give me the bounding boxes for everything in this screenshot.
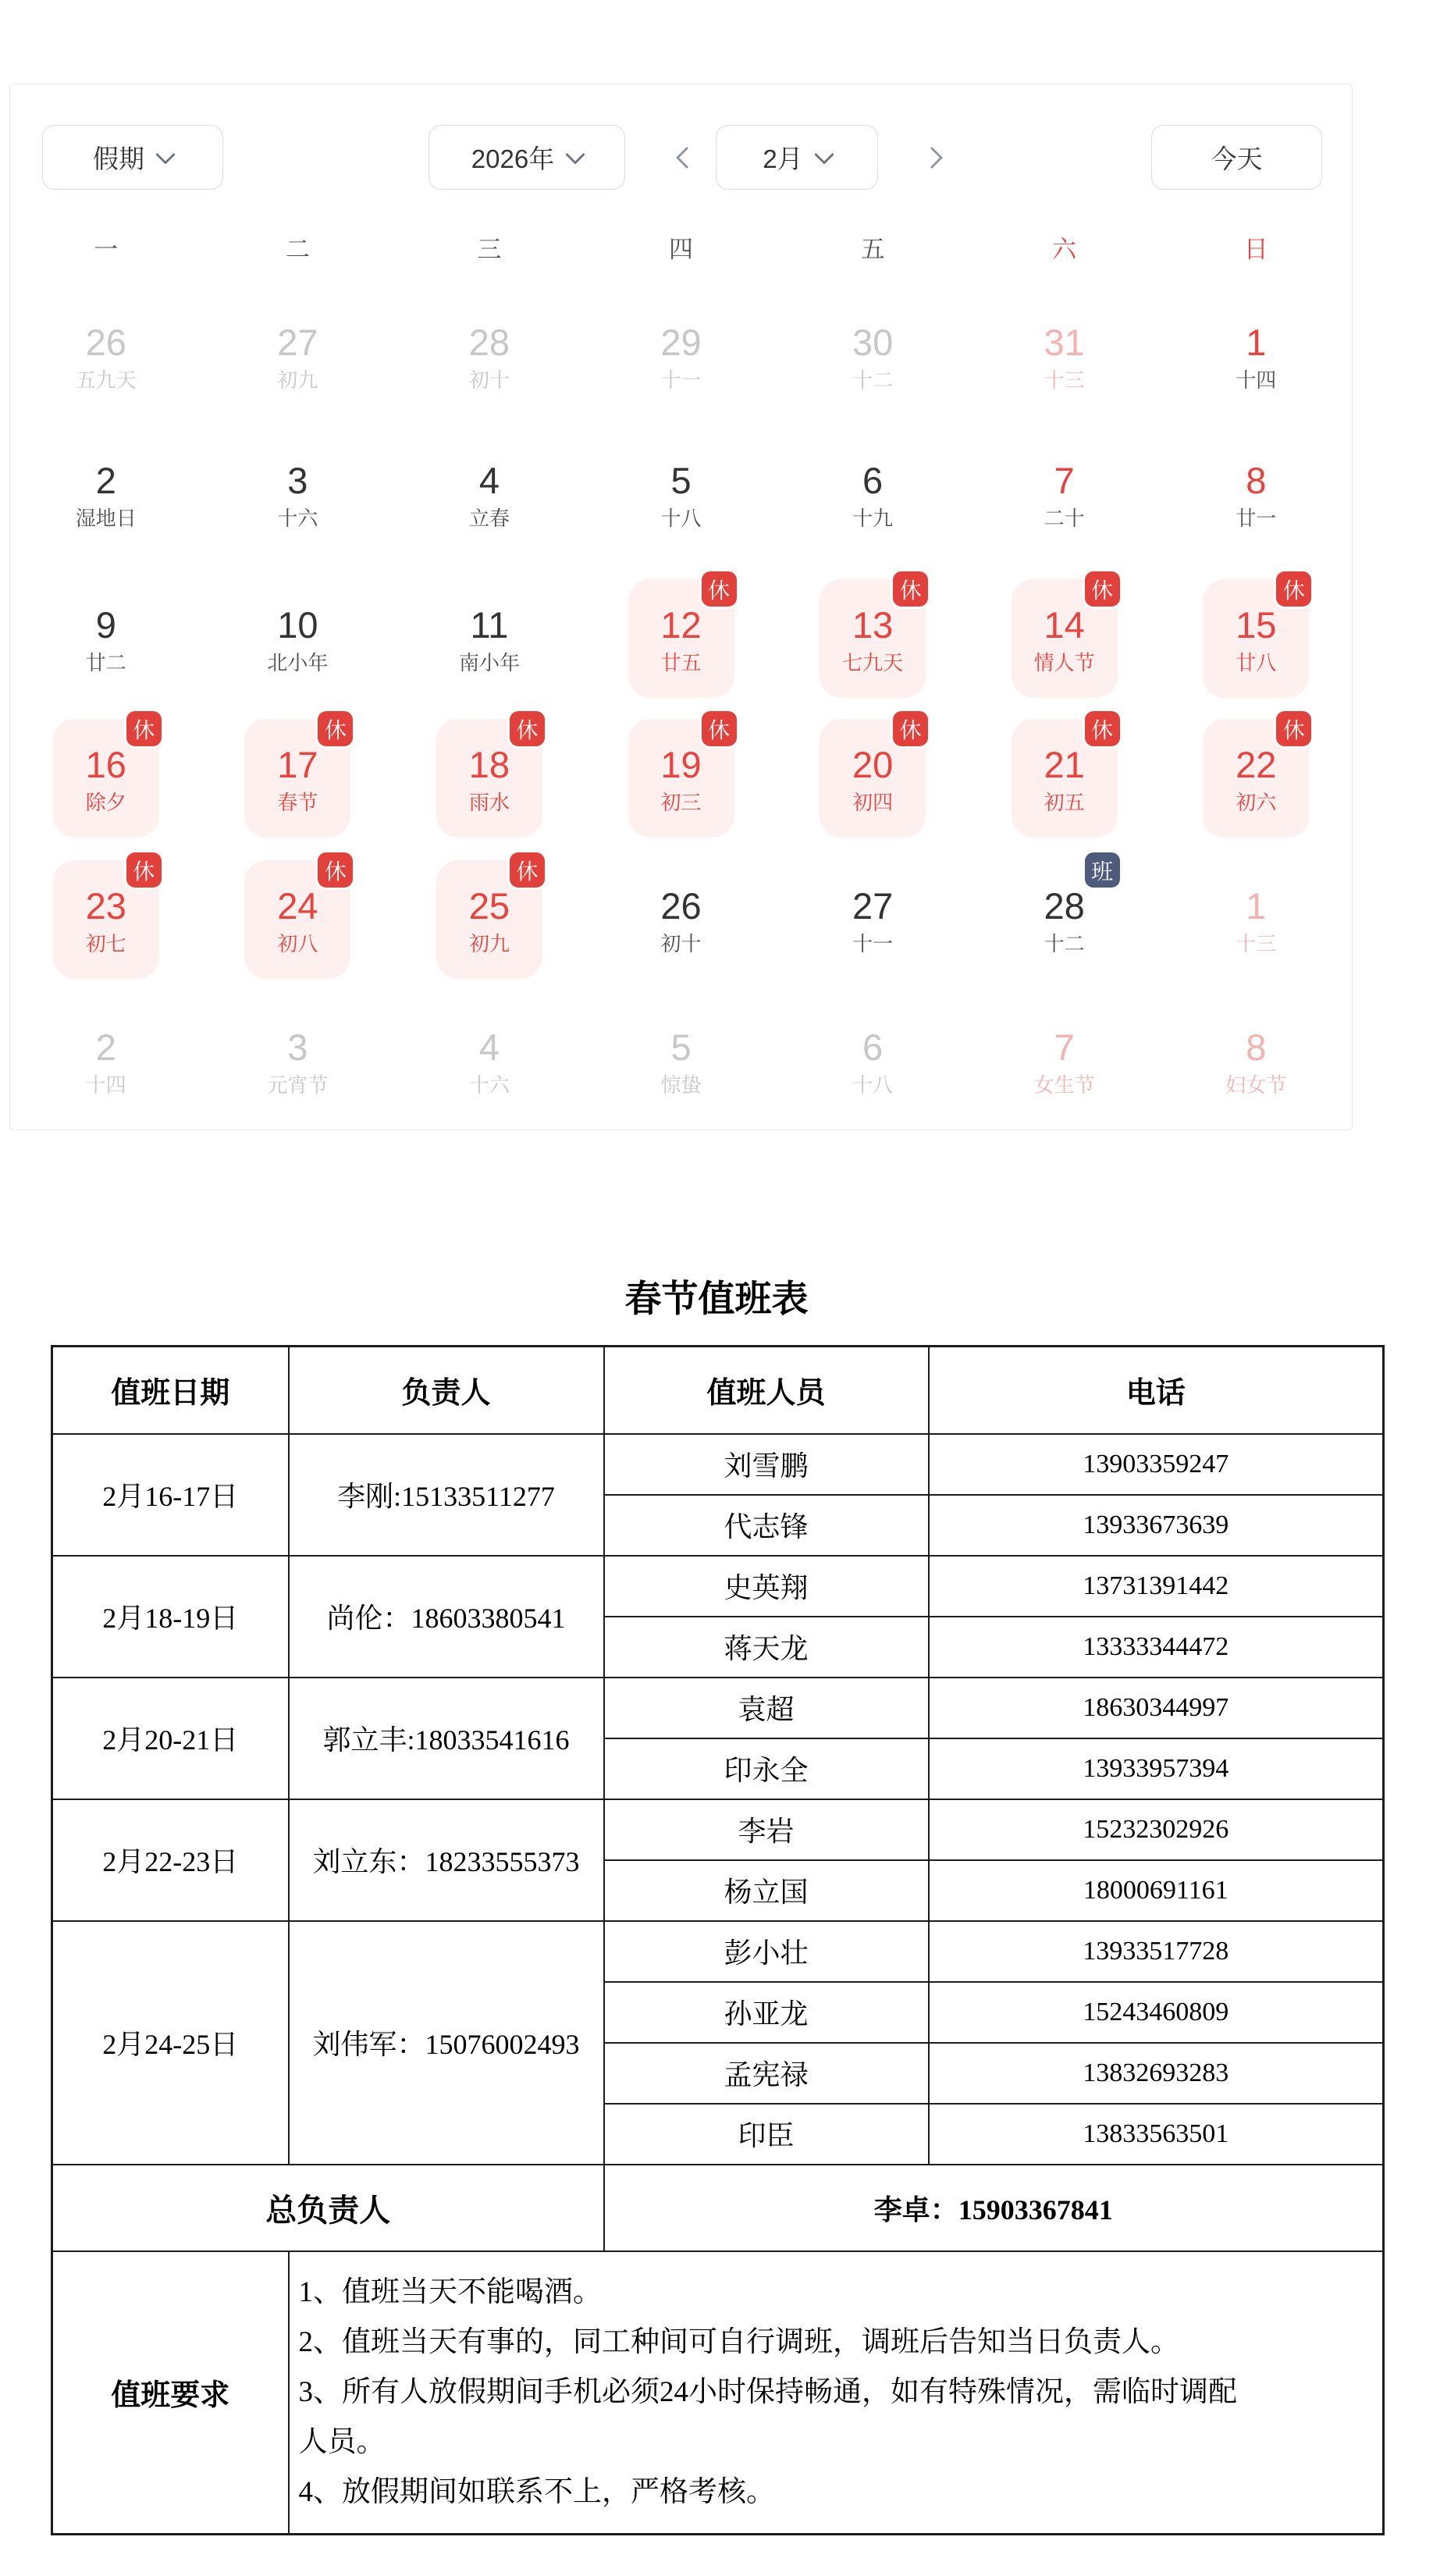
day-cell[interactable]: [393, 860, 585, 979]
leader-cell: 尚伦：18603380541: [289, 1556, 604, 1678]
table-row: [52, 1921, 1384, 1982]
day-number: 28: [468, 321, 510, 363]
day-cell[interactable]: [777, 719, 969, 838]
day-label: 五九天: [75, 368, 137, 392]
day-label: 湿地日: [75, 506, 137, 530]
day-number: 1: [1246, 884, 1267, 927]
chevron-left-icon: [676, 146, 698, 168]
staff-name-cell: 史英翔: [604, 1556, 929, 1617]
table-row: [52, 1678, 1384, 1738]
day-label: 元宵节: [267, 1073, 329, 1097]
day-label: 立春: [468, 506, 510, 530]
day-number: 11: [470, 603, 509, 646]
staff-name-cell: 蒋天龙: [604, 1617, 929, 1678]
day-cell[interactable]: [202, 297, 394, 415]
day-cell[interactable]: [585, 435, 777, 553]
rest-badge: 休: [1085, 571, 1120, 607]
weekday-header: 四: [669, 236, 694, 263]
today-button-label: 今天: [1211, 144, 1263, 173]
holiday-filter-label: 假期: [93, 144, 144, 173]
rest-badge: 休: [1276, 571, 1311, 607]
leader-cell: 郭立丰:18033541616: [289, 1678, 604, 1799]
staff-phone-cell: 18000691161: [929, 1860, 1384, 1921]
day-number: 29: [660, 321, 702, 363]
day-label: 十六: [468, 1073, 510, 1097]
calendar-week-row: [10, 719, 1352, 838]
day-number: 5: [670, 1026, 692, 1068]
day-number: 9: [95, 603, 116, 646]
day-label: 十二: [852, 368, 894, 392]
chevron-down-icon: [155, 144, 175, 164]
day-cell[interactable]: [1160, 579, 1352, 698]
leader-cell: 刘伟军：15076002493: [289, 1921, 604, 2165]
day-label: 十八: [852, 1073, 894, 1097]
day-number: 3: [287, 1026, 308, 1068]
month-select-label: 2月: [763, 144, 803, 173]
day-label: 初七: [85, 931, 126, 955]
day-label: 初八: [277, 931, 318, 955]
rest-badge: 休: [510, 711, 545, 746]
duty-date-cell: 2月22-23日: [52, 1799, 289, 1921]
day-number: 5: [670, 459, 692, 501]
staff-phone-cell: 13933957394: [929, 1738, 1384, 1799]
day-cell[interactable]: [393, 297, 585, 415]
rest-badge: 休: [126, 711, 162, 746]
rule-line: 4、放假期间如联系不上，严格考核。: [298, 2475, 775, 2508]
staff-name-cell: 孟宪禄: [604, 2043, 929, 2104]
day-number: 19: [660, 743, 702, 785]
day-cell[interactable]: [969, 1002, 1161, 1120]
work-badge: 班: [1085, 852, 1120, 888]
day-number: 14: [1044, 603, 1085, 646]
duty-roster-table: [51, 1345, 1385, 2535]
today-button[interactable]: [1151, 125, 1322, 190]
day-label: 初四: [852, 790, 894, 814]
day-label: 惊蛰: [660, 1073, 702, 1097]
day-label: 十三: [1044, 368, 1085, 392]
day-label: 十一: [852, 931, 894, 955]
day-label: 七九天: [842, 650, 904, 674]
day-cell[interactable]: [393, 719, 585, 838]
rest-badge: 休: [893, 711, 928, 746]
day-label: 十六: [277, 506, 318, 530]
day-label: 十四: [85, 1073, 126, 1097]
day-cell[interactable]: [10, 435, 202, 553]
day-label: 十九: [852, 506, 894, 530]
day-number: 8: [1246, 1026, 1267, 1068]
chief-label-cell: 总负责人: [52, 2165, 604, 2251]
staff-phone-cell: 13832693283: [929, 2043, 1384, 2104]
calendar-toolbar: [10, 125, 1352, 190]
rest-badge: 休: [702, 711, 737, 746]
day-label: 春节: [277, 790, 318, 814]
day-number: 17: [277, 743, 318, 785]
day-label: 初六: [1236, 790, 1277, 814]
day-number: 16: [85, 743, 126, 785]
day-label: 廿一: [1236, 506, 1277, 530]
chevron-down-icon: [814, 144, 834, 164]
rest-badge: 休: [318, 711, 353, 746]
day-cell[interactable]: [585, 297, 777, 415]
day-label: 十一: [660, 368, 702, 392]
day-number: 27: [852, 884, 894, 927]
rest-badge: 休: [893, 571, 928, 607]
day-label: 初十: [468, 368, 510, 392]
day-number: 30: [852, 321, 894, 363]
table-row: [52, 1434, 1384, 1495]
day-cell[interactable]: [10, 1002, 202, 1120]
day-number: 12: [660, 603, 702, 646]
day-number: 26: [85, 321, 126, 363]
weekday-header-row: [10, 233, 1352, 267]
column-header: 负责人: [289, 1347, 604, 1434]
day-cell[interactable]: [202, 1002, 394, 1120]
calendar-week-row: [10, 297, 1352, 415]
day-label: 雨水: [468, 790, 510, 814]
rest-badge: 休: [318, 852, 353, 888]
day-cell[interactable]: [777, 435, 969, 553]
day-label: 廿八: [1236, 650, 1277, 674]
table-header-row: [52, 1347, 1384, 1434]
day-cell[interactable]: [1160, 860, 1352, 979]
staff-phone-cell: 13933517728: [929, 1921, 1384, 1982]
day-cell[interactable]: [777, 1002, 969, 1120]
day-cell[interactable]: [585, 860, 777, 979]
day-number: 7: [1054, 1026, 1075, 1068]
day-label: 女生节: [1033, 1073, 1095, 1097]
day-number: 6: [862, 459, 884, 501]
day-cell[interactable]: [10, 579, 202, 698]
day-cell[interactable]: [202, 579, 394, 698]
day-label: 十二: [1044, 931, 1085, 955]
column-header: 电话: [929, 1347, 1384, 1434]
staff-name-cell: 印永全: [604, 1738, 929, 1799]
staff-phone-cell: 13933673639: [929, 1495, 1384, 1556]
day-label: 初三: [660, 790, 702, 814]
calendar-week-row: [10, 860, 1352, 979]
day-label: 初九: [277, 368, 318, 392]
day-cell[interactable]: [969, 860, 1161, 979]
day-cell[interactable]: [777, 860, 969, 979]
staff-name-cell: 刘雪鹏: [604, 1434, 929, 1495]
day-cell[interactable]: [202, 435, 394, 553]
rest-badge: 休: [126, 852, 162, 888]
holiday-filter-select[interactable]: [42, 125, 223, 190]
day-cell[interactable]: [969, 297, 1161, 415]
day-cell[interactable]: [585, 719, 777, 838]
staff-phone-cell: 15243460809: [929, 1982, 1384, 2043]
staff-phone-cell: 13833563501: [929, 2104, 1384, 2165]
weekday-header: 六: [1052, 236, 1077, 263]
day-number: 18: [468, 743, 510, 785]
rest-badge: 休: [510, 852, 545, 888]
day-cell[interactable]: [1160, 1002, 1352, 1120]
staff-phone-cell: 13333344472: [929, 1617, 1384, 1678]
day-number: 13: [852, 603, 894, 646]
staff-name-cell: 杨立国: [604, 1860, 929, 1921]
day-number: 24: [277, 884, 318, 927]
day-number: 2: [95, 459, 116, 501]
day-label: 妇女节: [1225, 1073, 1287, 1097]
staff-phone-cell: 18630344997: [929, 1678, 1384, 1738]
month-select[interactable]: [716, 125, 878, 190]
day-cell[interactable]: [777, 297, 969, 415]
day-cell[interactable]: [777, 579, 969, 698]
staff-name-cell: 李岩: [604, 1799, 929, 1860]
day-number: 4: [478, 1026, 500, 1068]
day-label: 十四: [1236, 368, 1277, 392]
day-cell[interactable]: [393, 579, 585, 698]
day-number: 22: [1236, 743, 1277, 785]
chevron-down-icon: [565, 144, 585, 164]
day-cell[interactable]: [969, 579, 1161, 698]
day-number: 3: [287, 459, 308, 501]
day-cell[interactable]: [393, 435, 585, 553]
day-cell[interactable]: [10, 860, 202, 979]
staff-phone-cell: 15232302926: [929, 1799, 1384, 1860]
weekday-header: 三: [477, 236, 502, 263]
day-number: 6: [862, 1026, 884, 1068]
day-label: 初十: [660, 931, 702, 955]
staff-name-cell: 袁超: [604, 1678, 929, 1738]
column-header: 值班日期: [52, 1347, 289, 1434]
table-row: [52, 1556, 1384, 1617]
prev-month-button[interactable]: [669, 125, 705, 190]
day-cell[interactable]: [969, 435, 1161, 553]
leader-cell: 李刚:15133511277: [289, 1434, 604, 1556]
rules-label-cell: 值班要求: [52, 2251, 289, 2535]
column-header: 值班人员: [604, 1347, 929, 1434]
duty-date-cell: 2月18-19日: [52, 1556, 289, 1678]
day-label: 十八: [660, 506, 702, 530]
day-label: 二十: [1044, 506, 1085, 530]
day-number: 7: [1054, 459, 1075, 501]
day-number: 31: [1044, 321, 1085, 363]
day-number: 10: [277, 603, 318, 646]
day-number: 27: [277, 321, 318, 363]
rule-line: 3、所有人放假期间手机必须24小时保持畅通，如有特殊情况，需临时调配人员。: [298, 2375, 1237, 2458]
calendar-week-row: [10, 579, 1352, 698]
calendar-card: [9, 84, 1353, 1130]
day-number: 20: [852, 743, 894, 785]
staff-phone-cell: 13731391442: [929, 1556, 1384, 1617]
weekday-header: 一: [94, 236, 119, 263]
day-cell[interactable]: [1160, 297, 1352, 415]
day-label: 廿五: [660, 650, 702, 674]
roster-title: 春节值班表: [624, 1279, 809, 1321]
chief-row: [52, 2165, 1384, 2251]
day-label: 十三: [1236, 931, 1277, 955]
day-number: 23: [85, 884, 126, 927]
weekday-header: 日: [1243, 236, 1268, 263]
day-cell[interactable]: [585, 1002, 777, 1120]
staff-phone-cell: 13903359247: [929, 1434, 1384, 1495]
rule-line: 2、值班当天有事的，同工种间可自行调班，调班后告知当日负责人。: [298, 2325, 1179, 2358]
day-cell[interactable]: [393, 1002, 585, 1120]
day-label: 初五: [1044, 790, 1085, 814]
staff-name-cell: 彭小壮: [604, 1921, 929, 1982]
day-label: 北小年: [267, 650, 329, 674]
day-cell[interactable]: [202, 719, 394, 838]
rule-line: 1、值班当天不能喝酒。: [298, 2275, 602, 2308]
day-label: 情人节: [1033, 650, 1095, 674]
day-number: 4: [478, 459, 500, 501]
duty-date-cell: 2月16-17日: [52, 1434, 289, 1556]
rest-badge: 休: [1085, 711, 1120, 746]
day-number: 25: [468, 884, 510, 927]
day-label: 初九: [468, 931, 510, 955]
day-cell[interactable]: [1160, 719, 1352, 838]
chief-value-cell: 李卓：15903367841: [604, 2165, 1384, 2251]
day-number: 21: [1044, 743, 1085, 785]
year-select[interactable]: [428, 125, 625, 190]
day-cell[interactable]: [1160, 435, 1352, 553]
rest-badge: 休: [702, 571, 737, 607]
weekday-header: 五: [860, 236, 885, 263]
day-number: 2: [95, 1026, 116, 1068]
day-number: 28: [1044, 884, 1085, 927]
day-label: 南小年: [458, 650, 520, 674]
staff-name-cell: 孙亚龙: [604, 1982, 929, 2043]
year-select-label: 2026年: [471, 144, 555, 173]
day-cell[interactable]: [585, 579, 777, 698]
next-month-button[interactable]: [914, 125, 950, 190]
table-row: [52, 1799, 1384, 1860]
day-number: 26: [660, 884, 702, 927]
duty-date-cell: 2月24-25日: [52, 1921, 289, 2165]
weekday-header: 二: [285, 236, 310, 263]
rest-badge: 休: [1276, 711, 1311, 746]
day-number: 8: [1246, 459, 1267, 501]
leader-cell: 刘立东：18233555373: [289, 1799, 604, 1921]
day-cell[interactable]: [202, 860, 394, 979]
day-label: 除夕: [85, 790, 126, 814]
day-cell[interactable]: [969, 719, 1161, 838]
calendar-week-row: [10, 435, 1352, 553]
rules-row: [52, 2251, 1384, 2535]
day-cell[interactable]: [10, 719, 202, 838]
day-label: 廿二: [85, 650, 126, 674]
rules-content-cell: [289, 2251, 1384, 2535]
duty-date-cell: 2月20-21日: [52, 1678, 289, 1799]
calendar-week-row: [10, 1002, 1352, 1120]
staff-name-cell: 代志锋: [604, 1495, 929, 1556]
day-number: 1: [1246, 321, 1267, 363]
day-cell[interactable]: [10, 297, 202, 415]
chevron-right-icon: [921, 146, 943, 168]
staff-name-cell: 印臣: [604, 2104, 929, 2165]
day-number: 15: [1236, 603, 1277, 646]
